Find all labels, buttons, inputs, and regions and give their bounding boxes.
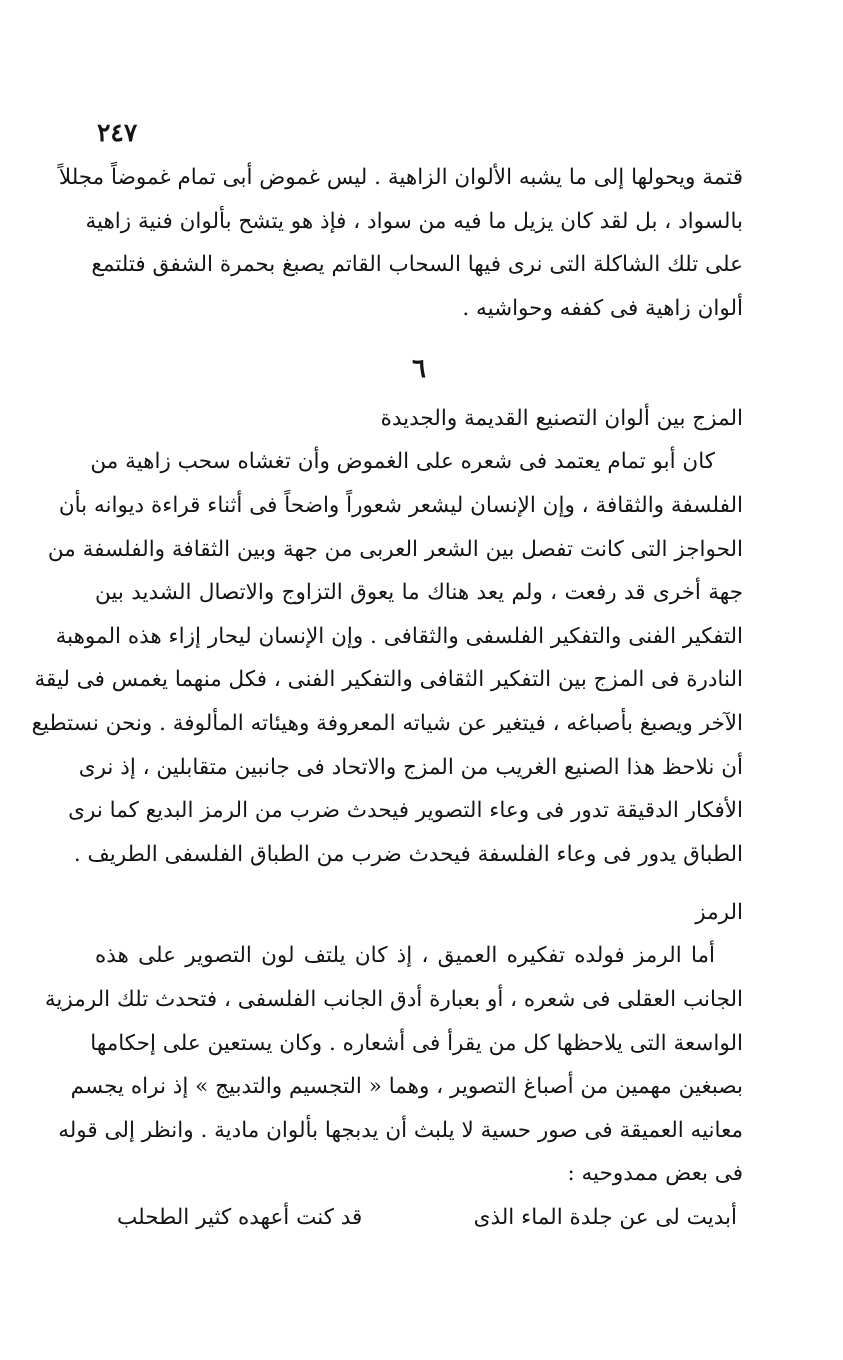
text-line: الواسعة التى يلاحظها كل من يقرأ فى أشعاره . وكان يستعين على إحكامها xyxy=(90,1030,743,1056)
text-line: الأفكار الدقيقة تدور فى وعاء التصوير فيحدث ضرب من الرمز البديع كما نرى xyxy=(68,798,743,824)
page-number: ٢٤٧ xyxy=(97,118,138,147)
section-number: ٦ xyxy=(412,354,426,385)
section-heading: المزج بين ألوان التصنيع القديمة والجديدة xyxy=(380,406,743,432)
verse-first-hemistich: أبديت لى عن جلدة الماء الذى xyxy=(473,1204,737,1230)
text-line: بالسواد ، بل لقد كان يزيل ما فيه من سواد ، فإذ هو يتشح بألوان فنية زاهية xyxy=(85,208,743,234)
subsection-heading: الرمز xyxy=(695,900,743,926)
body-paragraph xyxy=(44,934,743,1196)
text-line: على تلك الشاكلة التى نرى فيها السحاب القاتم يصبغ بحمرة الشفق فتلتمع xyxy=(91,252,743,278)
intro-paragraph xyxy=(58,156,743,330)
text-line: الآخر ويصبغ بأصباغه ، فيتغير عن شياته المعروفة وهيئاته المألوفة . ونحن نستطيع xyxy=(31,710,743,736)
text-line: كان أبو تمام يعتمد فى شعره على الغموض وأن تغشاه سحب زاهية من xyxy=(90,449,715,475)
text-line: الجانب العقلى فى شعره ، أو بعبارة أدق الجانب الفلسفى ، فتحدث تلك الرمزية xyxy=(44,986,743,1012)
verse-second-hemistich: قد كنت أعهده كثير الطحلب xyxy=(117,1204,363,1230)
text-line: التفكير الفنى والتفكير الفلسفى والثقافى . وإن الإنسان ليحار إزاء هذه الموهبة xyxy=(55,623,743,649)
body-paragraph xyxy=(31,440,743,876)
text-line: الفلسفة والثقافة ، وإن الإنسان ليشعر شعوراً واضحاً فى أثناء قراءة ديوانه بأن xyxy=(58,492,743,518)
text-line: أن نلاحظ هذا الصنيع الغريب من المزج والاتحاد فى جانبين متقابلين ، إذ نرى xyxy=(78,754,743,780)
text-line: النادرة فى المزج بين التفكير الثقافى والتفكير الفنى ، فكل منهما يغمس فى ليقة xyxy=(34,667,743,693)
text-line: معانيه العميقة فى صور حسية لا يلبث أن يدبجها بألوان مادية . وانظر إلى قوله xyxy=(58,1117,743,1143)
text-line: قتمة ويحولها إلى ما يشبه الألوان الزاهية . ليس غموض أبى تمام غموضاً مجللاً xyxy=(58,165,743,190)
text-line: الطباق يدور فى وعاء الفلسفة فيحدث ضرب من الطباق الفلسفى الطريف . xyxy=(73,841,743,867)
poem-verse xyxy=(95,1196,743,1240)
text-line: بصبغين مهمين من أصباغ التصوير ، وهما « التجسيم والتدبيج » إذ نراه يجسم xyxy=(70,1074,743,1100)
text-line: الحواجز التى كانت تفصل بين الشعر العربى من جهة وبين الثقافة والفلسفة من xyxy=(47,536,743,562)
text-line: ألوان زاهية فى كففه وحواشيه . xyxy=(462,295,743,321)
text-line: أما الرمز فولده تفكيره العميق ، إذ كان يلتف لون التصوير على هذه xyxy=(95,943,715,969)
text-line: جهة أخرى قد رفعت ، ولم يعد هناك ما يعوق التزاوج والاتصال الشديد بين xyxy=(95,580,743,606)
text-line: فى بعض ممدوحيه : xyxy=(567,1161,743,1187)
